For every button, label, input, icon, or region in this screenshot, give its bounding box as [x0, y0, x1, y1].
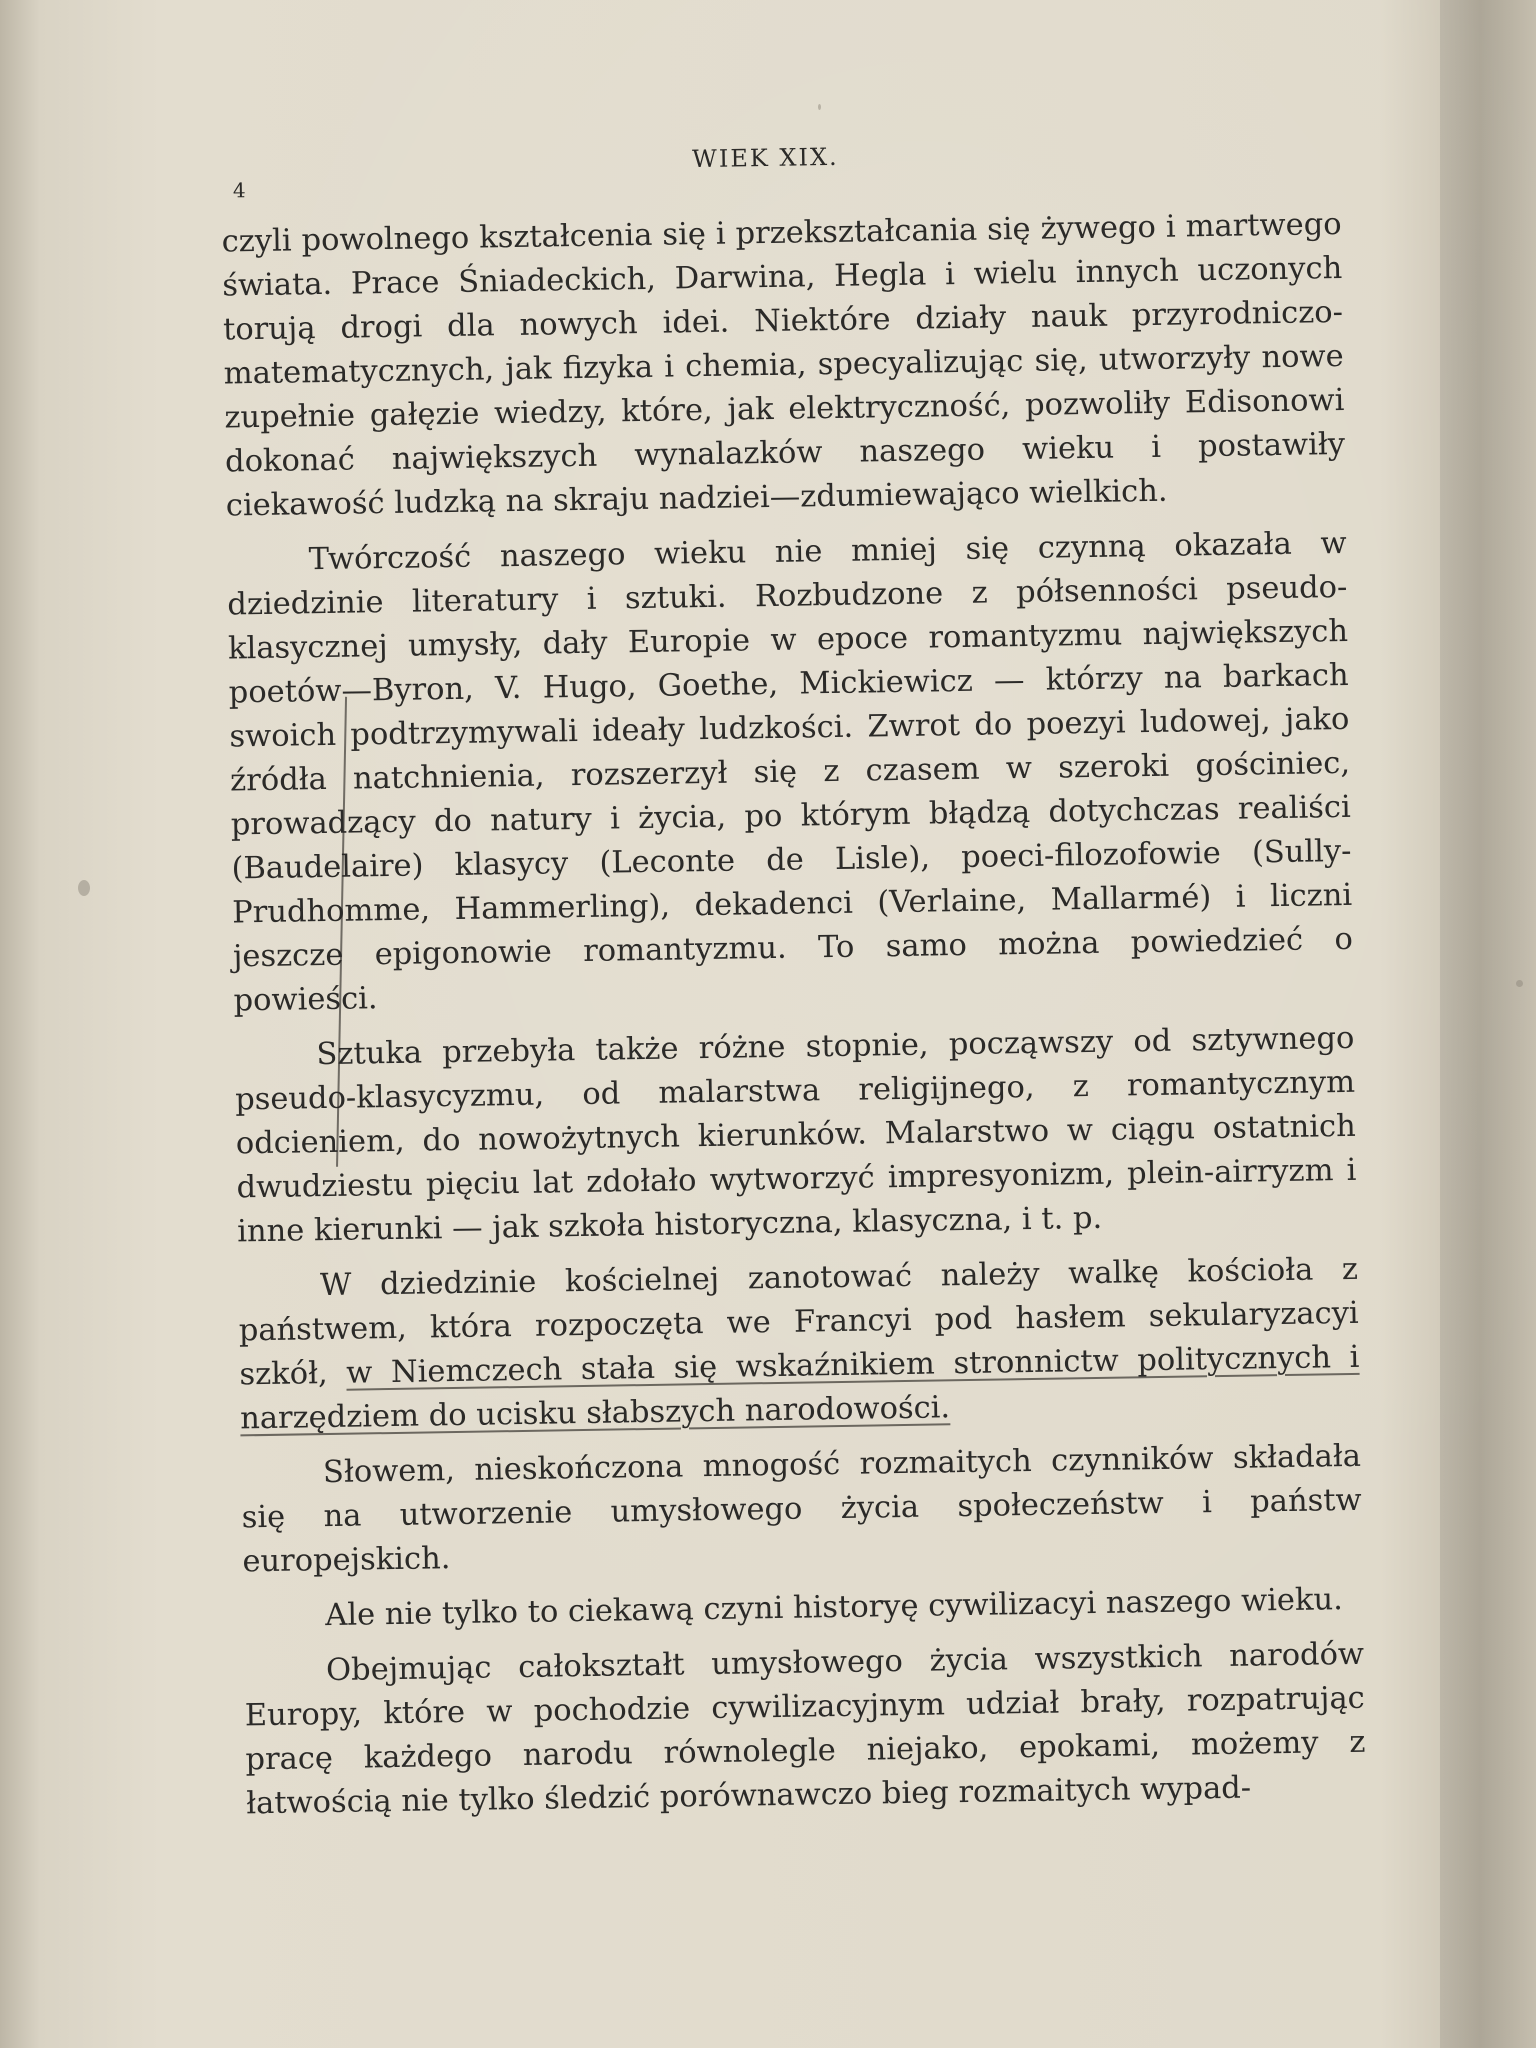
body-text	[221, 203, 1366, 1837]
paragraph-5: Słowem, nieskończona mnogość rozmaitych czynników składała się na utworzenie umysłowego życia społeczeństw i państw europejskich.	[241, 1438, 1362, 1580]
paragraph-4	[238, 1248, 1361, 1442]
underlined-passage: w Niemczech stała się wskaźnikiem stronnictw politycznych i narzędziem do ucisku słabszych narodowości.	[239, 1339, 1360, 1437]
paragraph-6: Ale nie tylko to ciekawą czyni historyę cywilizacyi naszego wieku.	[325, 1582, 1344, 1634]
page-number: 4	[232, 178, 246, 203]
page-edge-shadow	[1440, 0, 1536, 2048]
paragraph-1: czyli powolnego kształcenia się i przekształcania się żywego i martwego świata. Prace Śniadeckich, Darwina, Hegla i wielu innych uczonych torują drogi dla nowych idei. Niektóre działy nauk przyrodniczo-matematycznych, jak fizyka i chemia, specyalizując się, utworzyły nowe zupełnie gałęzie wiedzy, które, jak elektryczność, pozwoliły Edisonowi dokonać największych wynalazków naszego wieku i postawiły ciekawość ludzką na skraju nadziei—zdumiewająco wielkich.	[221, 206, 1346, 524]
paragraph-7: Obejmując całokształt umysłowego życia wszystkich narodów Europy, które w pochodzie cywilizacyjnym udział brały, rozpatrując pracę każdego narodu równolegle niejako, epokami, możemy z łatwością nie tylko śledzić porównawczo bieg rozmaitych wypad-	[244, 1636, 1366, 1822]
paper-speck	[78, 880, 90, 896]
paper-speck	[818, 104, 821, 110]
paper-speck	[1516, 980, 1523, 987]
paragraph-2: Twórczość naszego wieku nie mniej się czynną okazała w dziedzinie literatury i sztuki. Rozbudzone z półsenności pseudo-klasycznej umysły, dały Europie w epoce romantyzmu największych poetów—Byron, V. Hugo, Goethe, Mickiewicz — którzy na barkach swoich podtrzymywali ideały ludzkości. Zwrot do poezyi ludowej, jako źródła natchnienia, rozszerzył się z czasem w szeroki gościniec, prowadzący do natury i życia, po którym błądzą dotychczas realiści (Baudelaire) klasycy (Leconte de Lisle), poeci-filozofowie (Sully-Prudhomme, Hammerling), dekadenci (Verlaine, Mallarmé) i liczni jeszcze epigonowie romantyzmu. To samo można powiedzieć o powieści.	[227, 525, 1354, 1019]
running-head: WIEK XIX.	[691, 142, 839, 174]
paragraph-4-text: W dziedzinie kościelnej zanotować należy walkę kościoła z państwem, która rozpoczęta we Francyi pod hasłem sekularyzacyi szkół,	[238, 1251, 1359, 1393]
paragraph-3: Sztuka przebyła także różne stopnie, począwszy od sztywnego pseudo-klasycyzmu, od malarstwa religijnego, z romantycznym odcieniem, do nowożytnych kierunków. Malarstwo w ciągu ostatnich dwudziestu pięciu lat zdołało wytworzyć impresyonizm, plein-airryzm i inne kierunki — jak szkoła historyczna, klasyczna, i t. p.	[234, 1020, 1357, 1250]
book-page	[150, 120, 1409, 1999]
